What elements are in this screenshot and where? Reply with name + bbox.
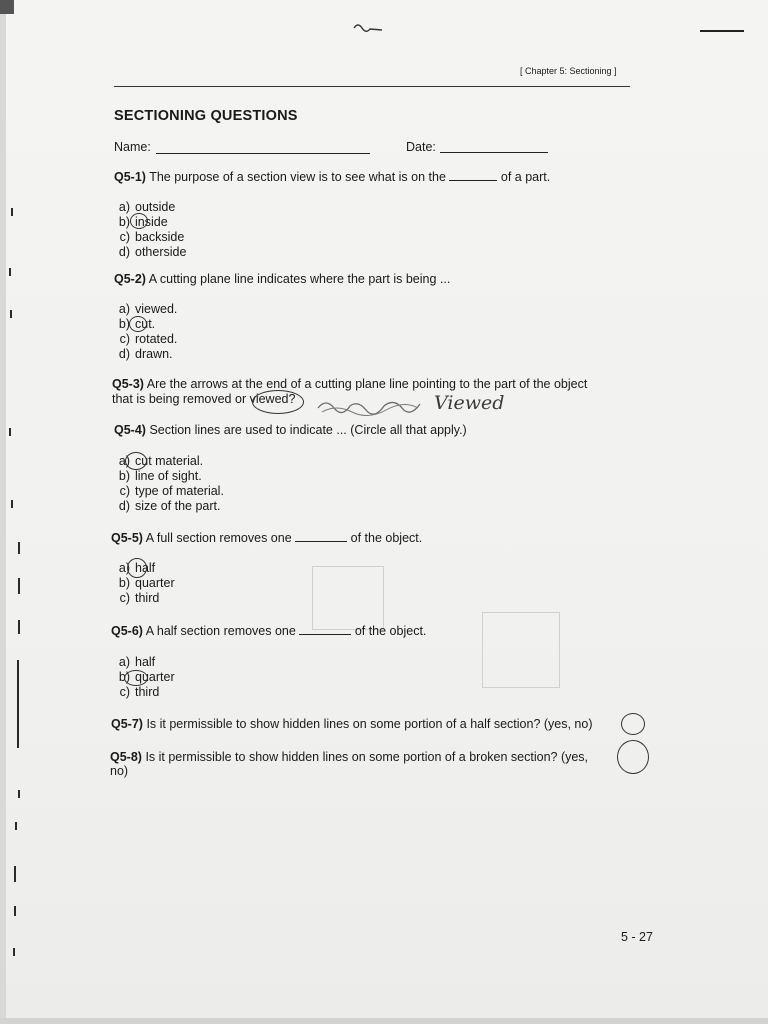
question-number: Q5-7) [111, 717, 143, 731]
binder-mark [14, 906, 16, 916]
question-text: A half section removes one [145, 624, 296, 638]
binder-mark [18, 790, 20, 798]
option-item[interactable]: b) quarter [118, 576, 175, 590]
option-item[interactable]: a) half [118, 561, 156, 575]
name-label: Name: [114, 140, 151, 154]
answer-blank [295, 530, 347, 542]
binder-mark [14, 866, 16, 882]
page-left-edge [0, 0, 6, 1024]
bleed-through-drawing [312, 566, 384, 630]
top-right-mark [700, 30, 744, 32]
page-title: SECTIONING QUESTIONS [114, 108, 298, 124]
chapter-header: [ Chapter 5: Sectioning ] [520, 66, 617, 76]
question-q5-1 [114, 169, 550, 184]
question-q5-2 [114, 272, 450, 286]
option-item[interactable]: c) third [119, 591, 160, 605]
answer-circle [621, 713, 645, 735]
date-label: Date: [406, 140, 436, 154]
answer-circle [617, 740, 649, 774]
option-item[interactable]: a) outside [118, 200, 176, 214]
option-item[interactable]: d) size of the part. [118, 499, 221, 513]
question-number: Q5-1) [114, 170, 146, 184]
question-text: Are the arrows at the end of a cutting plane line pointing to the part of the object [146, 377, 588, 391]
name-blank-line[interactable] [156, 141, 370, 154]
handwritten-answer: Viewed [434, 392, 505, 414]
answer-circle [127, 558, 147, 578]
question-q5-8 [110, 750, 588, 778]
question-text: Section lines are used to indicate ... (Circle all that apply.) [149, 423, 467, 437]
binder-mark [18, 542, 20, 554]
scribbled-out-word [316, 394, 426, 418]
option-item[interactable]: d) drawn. [118, 347, 173, 361]
question-text: A cutting plane line indicates where the part is being ... [148, 272, 451, 286]
question-text-line2: no) [110, 764, 129, 778]
option-item[interactable]: d) otherside [118, 245, 187, 259]
option-item[interactable]: b) line of sight. [118, 469, 202, 483]
answer-circle [130, 213, 148, 229]
option-item[interactable]: a) viewed. [118, 302, 178, 316]
answer-blank [299, 623, 351, 635]
page-number: 5 - 27 [621, 930, 653, 944]
option-item[interactable]: b) quarter [118, 670, 175, 684]
top-scribble-mark [350, 20, 384, 36]
question-number: Q5-4) [114, 423, 146, 437]
option-item[interactable]: c) third [119, 685, 160, 699]
binder-mark [9, 268, 11, 276]
question-q5-6 [111, 623, 426, 638]
option-list [108, 200, 186, 260]
binder-mark [10, 310, 12, 318]
date-blank-line[interactable] [440, 152, 548, 153]
option-item[interactable]: a) cut material. [118, 454, 204, 468]
question-q5-5 [111, 530, 422, 545]
answer-blank [449, 169, 497, 181]
answer-circle [124, 670, 148, 686]
question-number: Q5-8) [110, 750, 142, 764]
option-item[interactable]: c) backside [119, 230, 185, 244]
question-text-end: of a part. [500, 170, 551, 184]
name-field[interactable] [114, 140, 370, 154]
binder-mark [18, 620, 20, 634]
question-text: A full section removes one [145, 531, 292, 545]
answer-circle [129, 316, 147, 332]
question-text-end: of the object. [354, 624, 427, 638]
question-q5-7 [111, 717, 593, 731]
binder-mark [13, 948, 15, 956]
option-item[interactable]: a) half [118, 655, 156, 669]
option-item[interactable]: c) type of material. [119, 484, 224, 498]
answer-circle [125, 452, 147, 470]
page-bottom-edge [0, 1018, 768, 1024]
binder-mark [15, 822, 17, 830]
question-number: Q5-5) [111, 531, 143, 545]
answer-circle [252, 390, 304, 414]
question-q5-4 [114, 423, 467, 437]
option-item[interactable]: c) rotated. [119, 332, 178, 346]
binder-mark [17, 660, 19, 748]
question-number: Q5-3) [112, 377, 144, 391]
question-text: Is it permissible to show hidden lines on some portion of a broken section? (yes, [145, 750, 589, 764]
option-item[interactable]: b) inside [118, 215, 168, 229]
question-text: The purpose of a section view is to see what is on the [149, 170, 446, 184]
binder-mark [18, 578, 20, 594]
header-rule [114, 86, 630, 87]
binder-mark [11, 208, 13, 216]
bleed-through-drawing [482, 612, 560, 688]
question-number: Q5-2) [114, 272, 146, 286]
binder-mark [11, 500, 13, 508]
corner-shadow [0, 0, 14, 14]
option-item[interactable]: b) cut. [118, 317, 156, 331]
question-number: Q5-6) [111, 624, 143, 638]
question-text: Is it permissible to show hidden lines on some portion of a half section? (yes, no) [146, 717, 593, 731]
question-text-line2: that is being removed or viewed? [112, 392, 296, 406]
option-list [108, 302, 177, 362]
question-text-end: of the object. [350, 531, 423, 545]
binder-mark [9, 428, 11, 436]
